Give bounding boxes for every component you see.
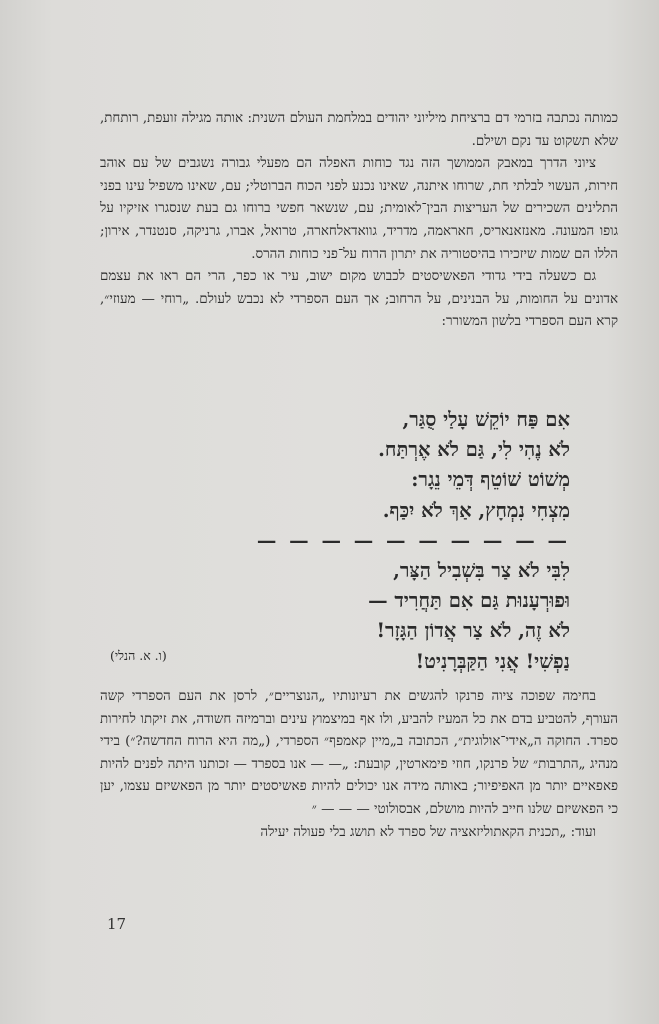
poem-separator: — — — — — — — — — — — [256, 528, 570, 552]
text-block-bottom — [100, 686, 618, 844]
poem-attribution: (ו. א. הנלי) — [110, 648, 167, 663]
poem-line: מִצְחִי נִמְחָץ, אַךְ לֹא יִכַּף. — [382, 498, 570, 522]
poem-line: לִבִּי לֹא צַר בִּשְׁבִיל הַצָּר, — [393, 559, 570, 583]
poem-line: לֹא זֶה, לֹא צַר אֲדוֹן הַגָּזָר! — [376, 619, 570, 643]
poem-line: מְשׁוֹט שׁוֹטֵף דְּמֵי נֵגָר: — [411, 468, 570, 492]
page-number: 17 — [107, 915, 127, 933]
text-block-top — [100, 108, 618, 334]
paragraph: גם כשעלה בידי גדודי הפאשיסטים לכבוש מקום ישוב, עיר או כפר, הרי הם ראו את עצמם אדונים על החומות, על הבנינים, על הרחוב; אך העם הספרדי לא נכבש לעולם. „רוחי — מעוזי״, קרא העם הספרדי בלשון המשורר: — [100, 269, 618, 330]
poem-line: וּפוּרְעָנוּת גַּם אִם תַּחֲרִיד — — [368, 589, 570, 613]
paragraph: ציוני הדרך במאבק הממושך הזה נגד כוחות האפלה הם מפעלי גבורה נשגבים של עם אוהב חירות, העשוי לבלתי חת, שרוחו איתנה, שאינו נכנע לפני הכוח הברוטלי; עם, שאינו משפיל עינו בפני התלינים השכירים של העריצות הבין־לאומית; עם, שנשאר חפשי ברוחו גם בעת שנסגרו אזיקיו על גופו המעונה. מאנזאנאריס, חאראמה, מדריד, גוואדאלחארה, טרואל, אברו, גרניקה, סנטנדר, אירון; הללו הם שמות שיזכירו בהיסטוריה את יתרון הרוח על־פני כוחות ההרס. — [100, 156, 618, 262]
paragraph: ועוד: „תכנית הקאתוליזאציה של ספרד לא תושג בלי פעולה יעילה — [260, 824, 596, 840]
paragraph: כמותה נכתבה בזרמי דם ברציחת מיליוני יהודים במלחמת העולם השנית: אותה מגילה זועפת, רותחת, שלא תשקוט עד נקם ושילם. — [100, 111, 618, 149]
paragraph: בחימה שפוכה ציוה פרנקו להגשים את רעיונותיו „הנוצריים״, לרסן את העם הספרדי קשה העורף, להטביע בדם את כל המעיז להביע, ולו אף במיצמוץ עינים וברמיזה חשודה, את זיקתו לחירות ספרד. החוקה ה„אידי־אולוגית״, הכתובה ב„מיין קאמפף״ הספרדי, („מה היא הרוח החדשה?״) בידי מנהיג „התרבות״ של פרנקו, חוזי פימארטין, קובעת: „— — אנו בספרד — זכותנו היתה לפנים להיות פאפאיים יותר מן האפיפיור; באותה מידה אנו יכולים להיות פאשיסטים יותר מן הפאשיזם עצמו, יען כי הפאשיזם שלנו חייב להיות מושלם, אבסולוטי — — — ״ — [100, 689, 618, 817]
poem-line: אִם פַּח יוֹקֵשׁ עָלַי סֻגַּר, — [402, 408, 570, 431]
poem-line: נַפְשִׁי! אֲנִי הַקַּבְּרָנִיט! — [415, 649, 570, 673]
poem — [150, 405, 570, 677]
poem-line: לֹא נֶהִי לִי, גַּם לֹא אֶרְתַּח. — [378, 438, 570, 462]
